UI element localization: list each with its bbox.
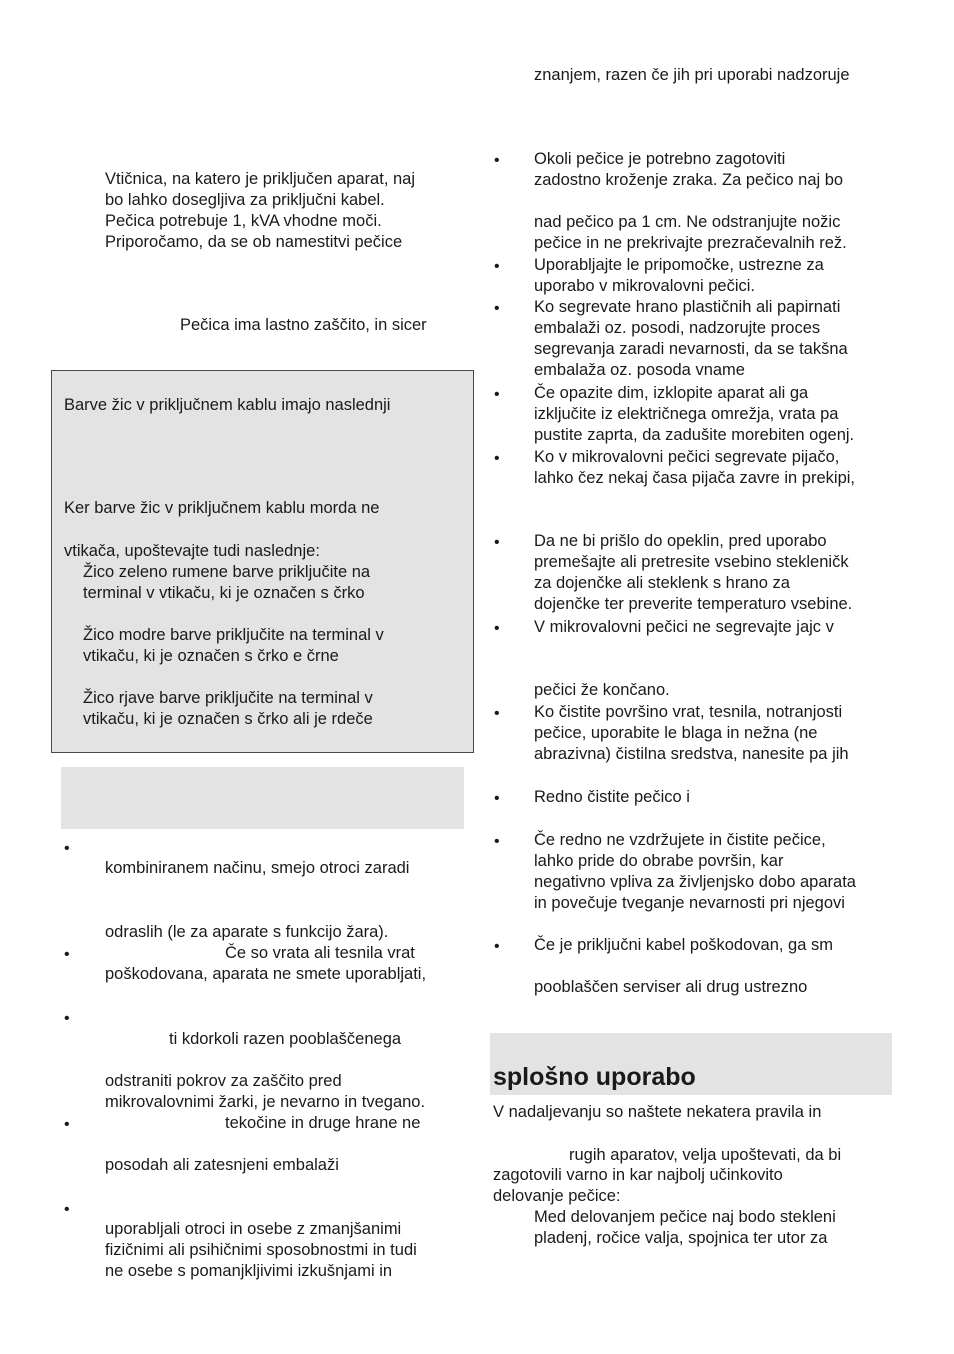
text-line: Med delovanjem pečice naj bodo stekleni (534, 1208, 836, 1226)
text-line: V mikrovalovni pečici ne segrevajte jajc v (534, 618, 834, 636)
text-line: znanjem, razen če jih pri uporabi nadzoruje (534, 66, 850, 84)
text-line: Ko v mikrovalovni pečici segrevate pijačo, (534, 448, 840, 466)
bullet-line: uporabljali otroci in osebe z zmanjšanimi (105, 1220, 402, 1238)
bullet: • (64, 1116, 70, 1133)
bullet: • (494, 258, 500, 275)
text-line: zagotovili varno in kar najbolj učinkovito (493, 1166, 783, 1184)
text-line: pečice in ne prekrivajte prezračevalnih rež. (534, 234, 847, 252)
wiring-green-line: terminal v vtikaču, ki je označen s črko (83, 584, 365, 602)
bullet: • (494, 790, 500, 807)
bullet: • (494, 833, 500, 850)
text-line: Če redno ne vzdržujete in čistite pečice, (534, 831, 826, 849)
wiring-green-line: Žico zeleno rumene barve priključite na (83, 563, 371, 581)
text-line: embalaži oz. posodi, nadzorujte proces (534, 319, 821, 337)
bullet-line: posodah ali zatesnjeni embalaži (105, 1156, 339, 1174)
bullet: • (494, 938, 500, 955)
text-line: delovanje pečice: (493, 1187, 621, 1205)
bullet-line: odraslih (le za aparate s funkcijo žara). (105, 923, 389, 941)
bullet-line: fizičnimi ali psihičnimi sposobnostmi in tudi (105, 1241, 417, 1259)
wiring-box-line: Ker barve žic v priključnem kablu morda ne (64, 499, 380, 517)
text-line: pečici že končano. (534, 681, 670, 699)
text-line: pooblaščen serviser ali drug ustrezno (534, 978, 808, 996)
bullet-line: mikrovalovnimi žarki, je nevarno in tvegano. (105, 1093, 426, 1111)
text-line: in povečuje tveganje nevarnosti pri njegovi (534, 894, 845, 912)
text-line: pladenj, ročice valja, spojnica ter utor za (534, 1229, 828, 1247)
text-line: za dojenčke ali steklenk s hrano za (534, 574, 790, 592)
bullet-line: poškodovana, aparata ne smete uporabljati, (105, 965, 427, 983)
bullet: • (64, 1010, 70, 1027)
text-line: negativno vpliva za življenjsko dobo aparata (534, 873, 856, 891)
protection-line: Pečica ima lastno zaščito, in sicer (180, 316, 427, 334)
text-line: izključite iz električnega omrežja, vrata pa (534, 405, 839, 423)
bullet: • (494, 450, 500, 467)
text-line: pustite zaprta, da zadušite morebiten ogenj. (534, 426, 855, 444)
text-line: Uporabljajte le pripomočke, ustrezne za (534, 256, 824, 274)
bullet: • (494, 300, 500, 317)
wiring-brown-line: vtikaču, ki je označen s črko ali je rdeče (83, 710, 373, 728)
text-line: Da ne bi prišlo do opeklin, pred uporabo (534, 532, 827, 550)
text-line: uporabo v mikrovalovni pečici. (534, 277, 756, 295)
text-line: Okoli pečice je potrebno zagotoviti (534, 150, 786, 168)
text-line: premešajte ali pretresite vsebino stekleničk (534, 553, 849, 571)
text-line: abrazivna) čistilna sredstva, nanesite pa jih (534, 745, 849, 763)
text-line: Če opazite dim, izklopite aparat ali ga (534, 384, 809, 402)
bullet-line: ne osebe s pomanjkljivimi izkušnjami in (105, 1262, 393, 1280)
text-line: dojenčke ter preverite temperaturo vsebine. (534, 595, 853, 613)
text-line: Ko segrevate hrano plastičnih ali papirnati (534, 298, 841, 316)
text-line: embalaža oz. posoda vname (534, 361, 745, 379)
bullet-line: odstraniti pokrov za zaščito pred (105, 1072, 342, 1090)
bullet-line: tekočine in druge hrane ne (225, 1114, 421, 1132)
bullet-line: ti kdorkoli razen pooblaščenega (169, 1030, 402, 1048)
text-line: rugih aparatov, velja upoštevati, da bi (569, 1146, 842, 1164)
text-line: Ko čistite površino vrat, tesnila, notranjosti (534, 703, 843, 721)
text-line: segrevanja zaradi nevarnosti, da se takšna (534, 340, 848, 358)
text-line: zadostno kroženje zraka. Za pečico naj bo (534, 171, 844, 189)
bullet: • (494, 705, 500, 722)
bullet-line: kombiniranem načinu, smejo otroci zaradi (105, 859, 410, 877)
section-heading: splošno uporabo (493, 1063, 696, 1091)
text-line: V nadaljevanju so naštete nekatera pravila in (493, 1103, 822, 1121)
bullet: • (64, 946, 70, 963)
bullet: • (494, 534, 500, 551)
wiring-blue-line: vtikaču, ki je označen s črko e črne (83, 647, 339, 665)
text-line: Če je priključni kabel poškodovan, ga sm (534, 936, 833, 954)
text-line: lahko čez nekaj časa pijača zavre in prekipi, (534, 469, 856, 487)
text-line: pečice, uporabite le blaga in nežna (ne (534, 724, 818, 742)
bullet: • (64, 1201, 70, 1218)
bullet: • (494, 152, 500, 169)
wiring-box-line: vtikača, upoštevajte tudi naslednje: (64, 542, 320, 560)
bullet-line: Če so vrata ali tesnila vrat (225, 944, 415, 962)
intro-line: Pečica potrebuje 1, kVA vhodne moči. (105, 212, 382, 230)
wiring-brown-line: Žico rjave barve priključite na terminal v (83, 689, 373, 707)
section-heading-band (61, 767, 464, 829)
intro-line: Vtičnica, na katero je priključen aparat, naj (105, 170, 416, 188)
bullet: • (494, 620, 500, 637)
bullet: • (494, 386, 500, 403)
intro-line: bo lahko dosegljiva za priključni kabel. (105, 191, 385, 209)
text-line: nad pečico pa 1 cm. Ne odstranjujte nožic (534, 213, 841, 231)
text-line: Redno čistite pečico i (534, 788, 690, 806)
bullet: • (64, 840, 70, 857)
wiring-blue-line: Žico modre barve priključite na terminal v (83, 626, 384, 644)
intro-line: Priporočamo, da se ob namestitvi pečice (105, 233, 403, 251)
wiring-box-line: Barve žic v priključnem kablu imajo naslednji (64, 396, 391, 414)
text-line: lahko pride do obrabe površin, kar (534, 852, 784, 870)
